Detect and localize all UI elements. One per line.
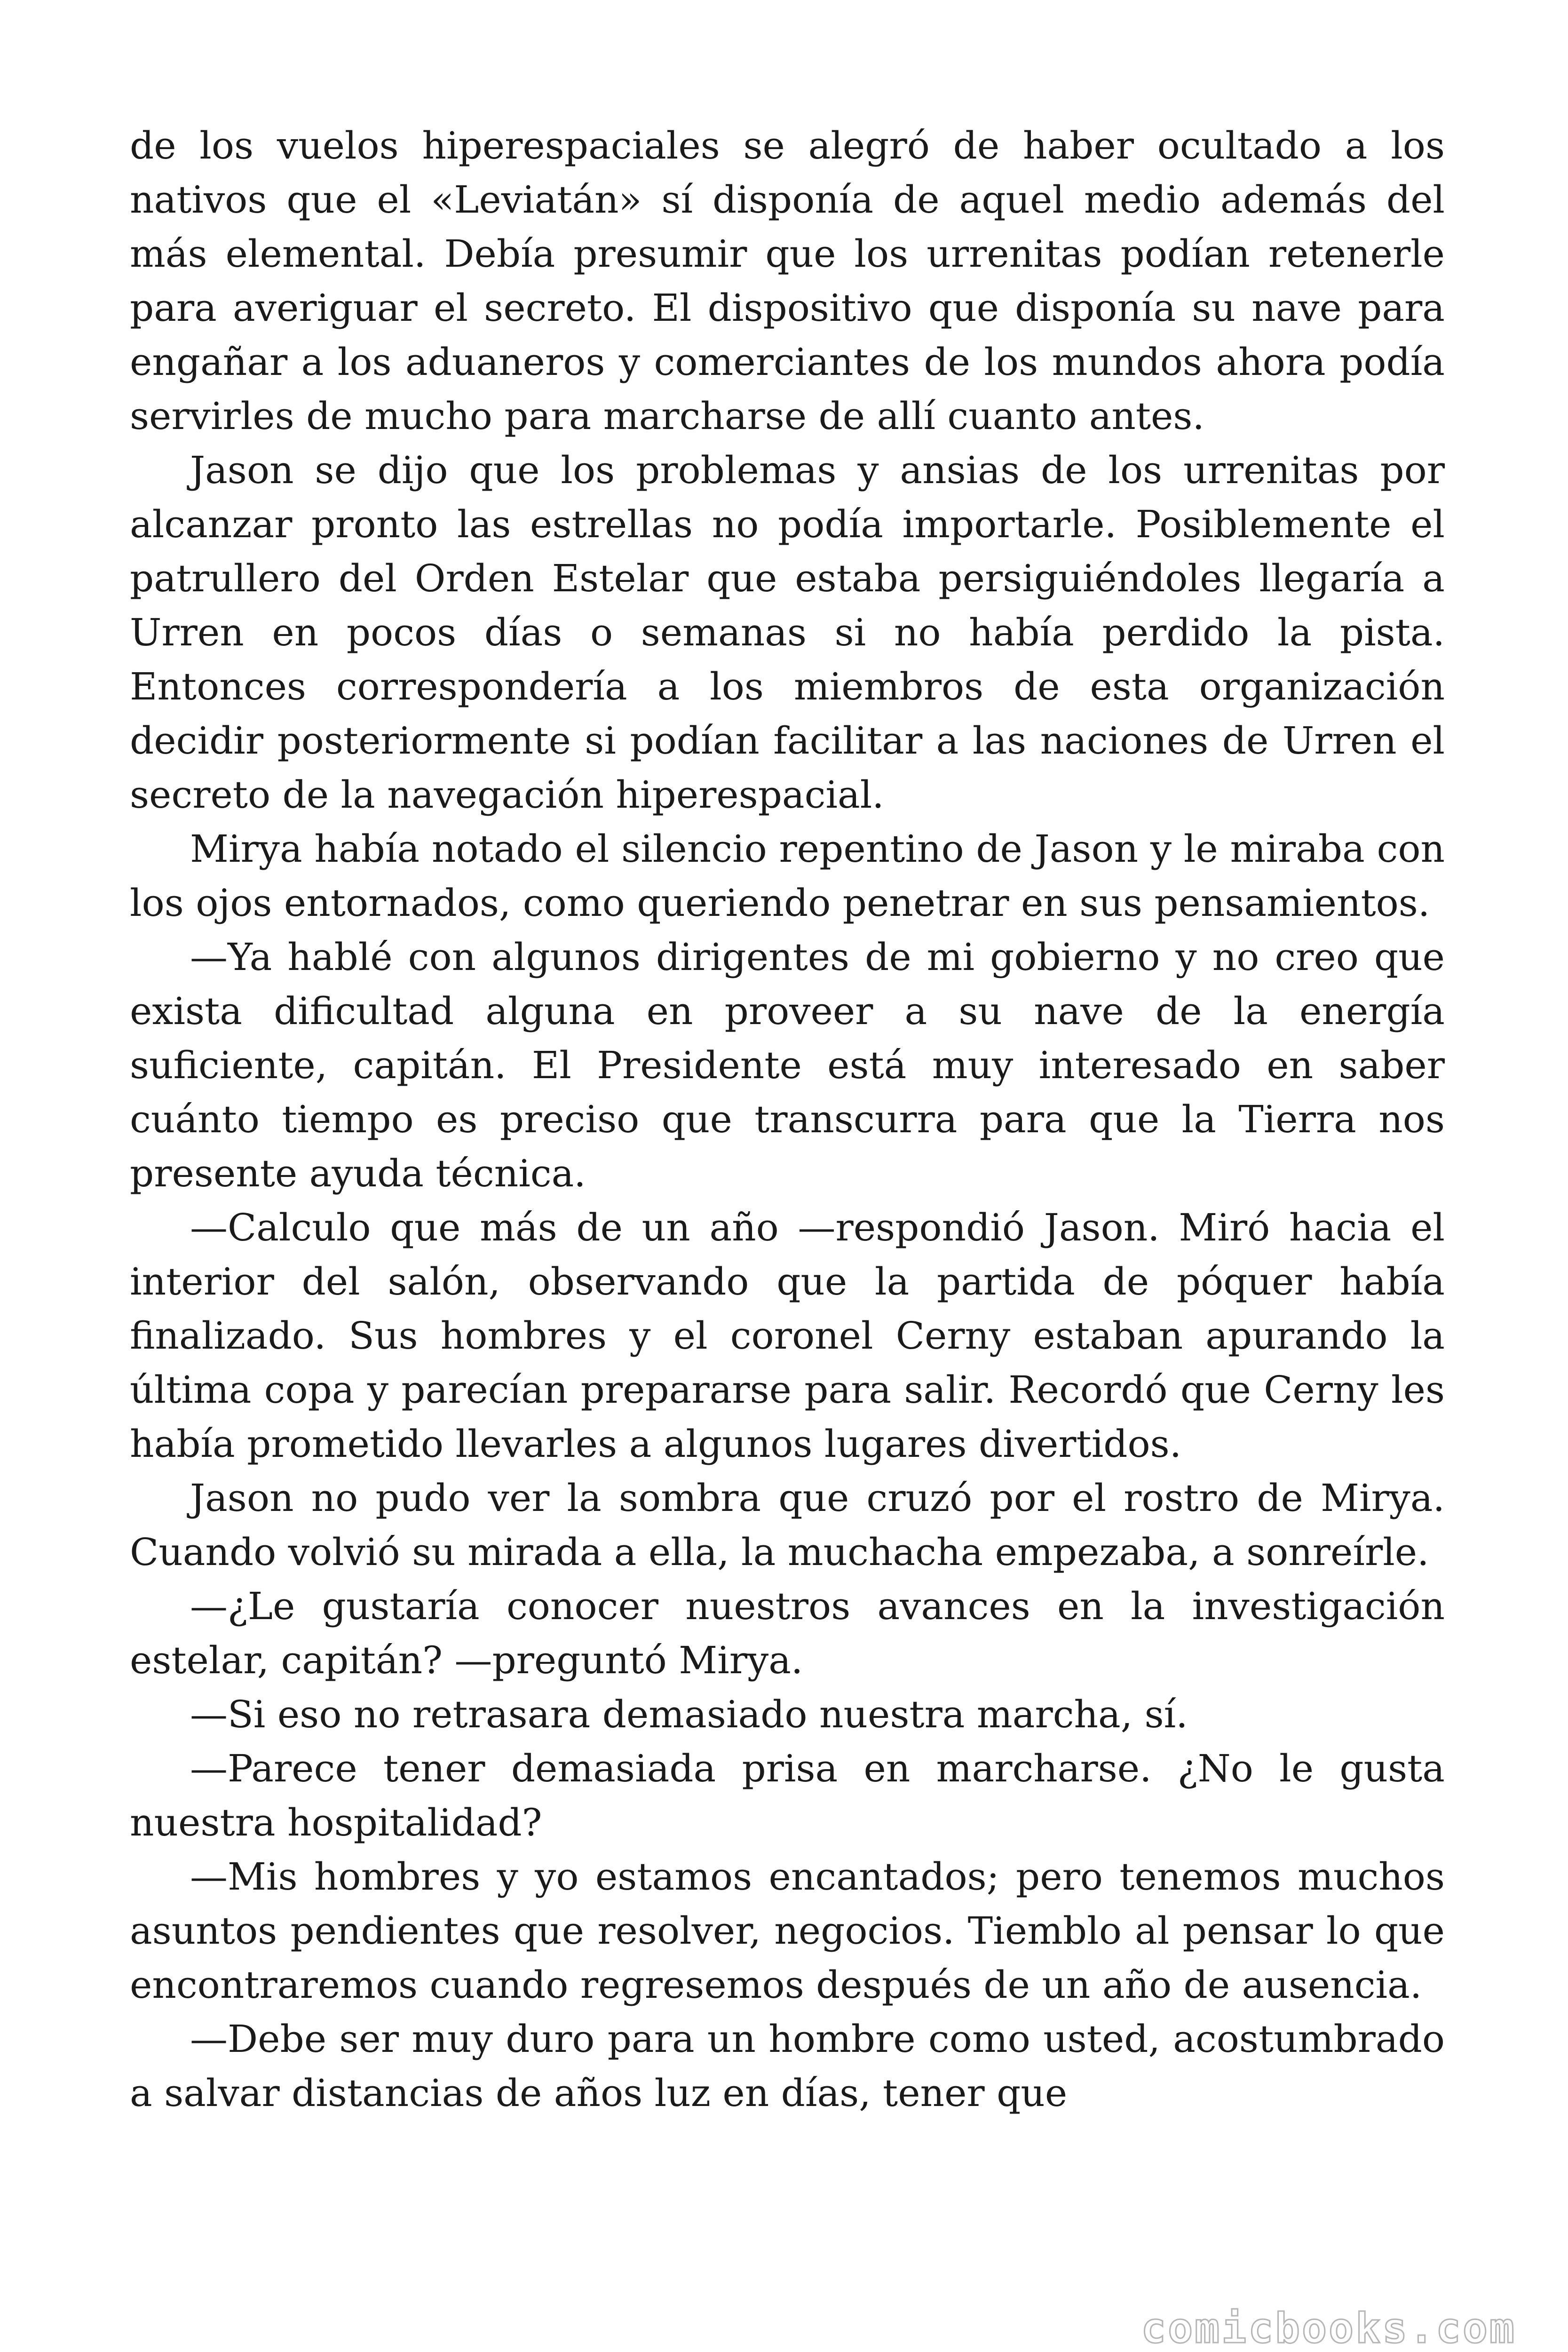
dialogue-paragraph: —Mis hombres y yo estamos encantados; pero tenemos muchos asuntos pendientes que resolver, negocios. Tiemblo al pensar lo que encontraremos cuando regresemos después de un año de ausencia. — [130, 1855, 1445, 2007]
watermark-text: comicbooks.com — [1141, 2304, 1516, 2352]
paragraph-continuation: de los vuelos hiperespaciales se alegró de haber ocultado a los nativos que el «Leviatán» sí disponía de aquel medio además del más elemental. Debía presumir que los urrenitas podían retenerle para averiguar el secreto. El dispositivo que disponía su nave para engañar a los aduaneros y comerciantes de los mundos ahora podía servirles de mucho para marcharse de allí cuanto antes. — [130, 124, 1445, 438]
dialogue-paragraph: —Si eso no retrasara demasiado nuestra marcha, sí. — [190, 1692, 1188, 1736]
paragraph: Mirya había notado el silencio repentino de Jason y le miraba con los ojos entornados, como queriendo penetrar en sus pensamientos. — [130, 827, 1445, 925]
dialogue-paragraph: —¿Le gustaría conocer nuestros avances en la investigación estelar, capitán? —preguntó Mirya. — [130, 1584, 1445, 1682]
dialogue-paragraph: —Parece tener demasiada prisa en marcharse. ¿No le gusta nuestra hospitalidad? — [130, 1747, 1445, 1844]
body-text — [130, 119, 1445, 2120]
paragraph: Jason se dijo que los problemas y ansias de los urrenitas por alcanzar pronto las estrellas no podía importarle. Posiblemente el patrullero del Orden Estelar que estaba persiguiéndoles llegaría a Urren en pocos días o semanas si no había perdido la pista. Entonces correspondería a los miembros de esta organización decidir posteriormente si podían facilitar a las naciones de Urren el secreto de la navegación hiperespacial. — [130, 448, 1445, 817]
dialogue-paragraph: —Calculo que más de un año —respondió Jason. Miró hacia el interior del salón, observando que la partida de póquer había finalizado. Sus hombres y el coronel Cerny estaban apurando la última copa y parecían prepararse para salir. Recordó que Cerny les había prometido llevarles a algunos lugares divertidos. — [130, 1206, 1445, 1466]
paragraph: Jason no pudo ver la sombra que cruzó por el rostro de Mirya. Cuando volvió su mirada a ella, la muchacha empezaba, a sonreírle. — [130, 1476, 1445, 1574]
dialogue-paragraph: —Ya hablé con algunos dirigentes de mi gobierno y no creo que exista dificultad alguna en proveer a su nave de la energía suficiente, capitán. El Presidente está muy interesado en saber cuánto tiempo es preciso que transcurra para que la Tierra nos presente ayuda técnica. — [130, 935, 1445, 1195]
dialogue-paragraph-last: —Debe ser muy duro para un hombre como usted, acostumbrado a salvar distancias de años luz en días, tener que — [130, 2017, 1445, 2115]
